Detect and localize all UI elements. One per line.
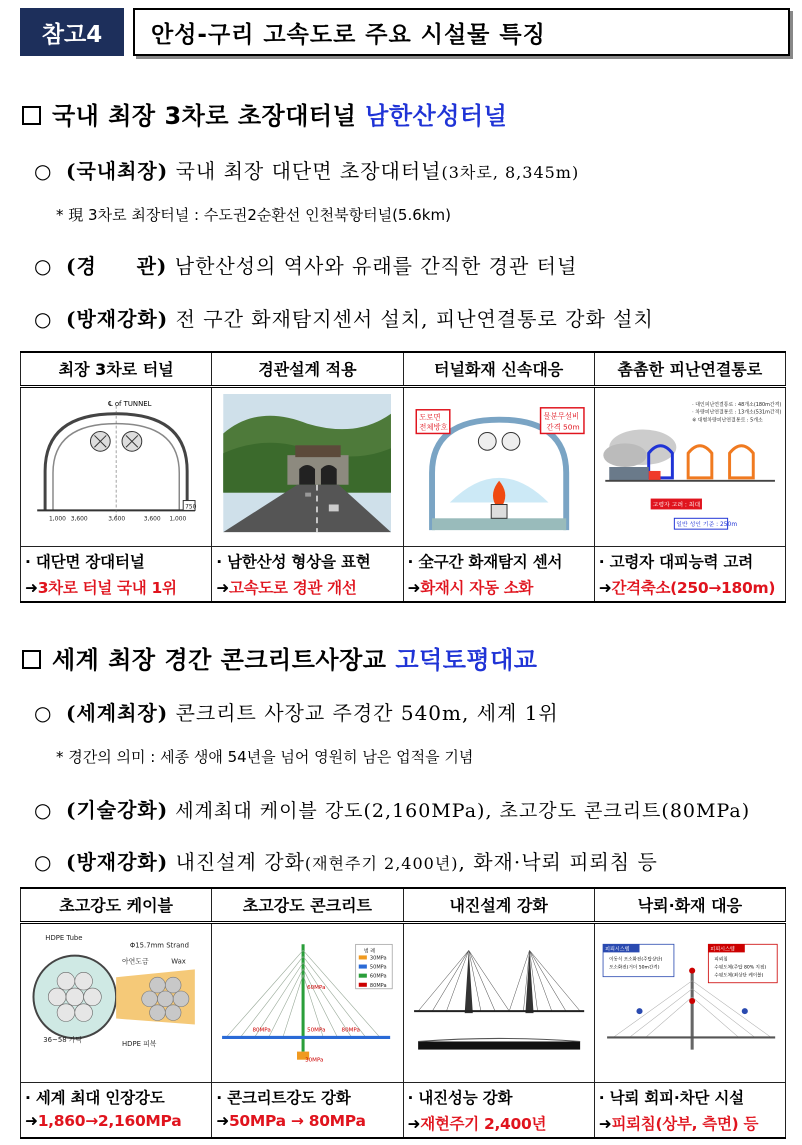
cable-label-tube: HDPE Tube (45, 933, 83, 942)
table-header: 내진설계 강화 (403, 888, 594, 922)
table-header: 촘촘한 피난연결통로 (594, 352, 785, 386)
caption-line1: · 대단면 장대터널 (25, 552, 145, 571)
concrete-label: 50MPa (307, 1026, 326, 1033)
caption-line2-text: 고속도로 경관 개선 (228, 578, 357, 597)
bullet-world-longest (34, 697, 559, 726)
concrete-legend: 30MPa (370, 954, 387, 961)
section1-title-highlight: 남한산성터널 (365, 102, 508, 130)
table-caption (21, 1082, 212, 1138)
bullet-text: 내진설계 강화 (168, 850, 305, 874)
cable-cross-section-diagram (25, 930, 207, 1052)
caption-line1: · 세계 최대 인장강도 (25, 1088, 165, 1107)
bullet-text: 세계최대 케이블 강도(2,160MPa), 초고강도 콘크리트(80MPa) (168, 800, 751, 822)
fire-label-right-2: 간격 50m (545, 422, 580, 432)
section2-title-highlight: 고덕토평대교 (395, 646, 538, 674)
cable-label-wax: Wax (171, 956, 186, 965)
seismic-bridge-diagram (408, 930, 590, 1076)
seismic-image (403, 922, 594, 1082)
tunnel-fire-diagram (408, 394, 590, 540)
section2-title-text: 세계 최장 경간 콘크리트사장교 (52, 646, 387, 674)
dim-label: 3,600 (143, 515, 161, 522)
caption-line2-text: 간격축소(250→180m) (611, 578, 776, 597)
fire-label-right: 물분무설비 (543, 411, 579, 421)
caption-line2: ➜화재시 자동 소화 (407, 578, 534, 597)
concrete-label: 80MPa (252, 1026, 272, 1033)
caption-line2-text: 1,860→2,160MPa (37, 1111, 182, 1130)
fire-label-left-2: 전체방호 (418, 422, 448, 432)
note-span-meaning: * 경간의 의미 : 세종 생애 54년을 넘어 영원히 남은 업적을 기념 (56, 748, 474, 766)
circle-bullet-icon: ○ (34, 254, 53, 278)
caption-line2-text: 3차로 터널 국내 1위 (37, 578, 177, 597)
section1-title (22, 96, 507, 131)
tunnel-evacuation-image (594, 386, 785, 546)
dim-label: 1,000 (49, 515, 66, 522)
caption-line2: ➜50MPa → 80MPa (216, 1111, 366, 1130)
bullet-disaster (34, 303, 654, 332)
section1-title-text: 국내 최장 3차로 초장대터널 (52, 102, 357, 130)
evac-legend: ※ 대형차량피난연결통로 : 5개소 (691, 417, 763, 424)
table-header: 경관설계 적용 (212, 352, 403, 386)
caption-line2-text: 화재시 자동 소화 (420, 578, 534, 597)
bullet-tech (34, 794, 750, 823)
lightning-image (594, 922, 785, 1082)
concrete-label: 80MPa (341, 1026, 361, 1033)
lightning-box1-item: 이동식 포소화전(주탑상단) (608, 956, 663, 962)
table-caption (403, 546, 594, 602)
caption-line1: · 콘크리트강도 강화 (216, 1088, 351, 1107)
cable-label-zinc: 아연도금 (122, 956, 149, 965)
caption-line1: · 남한산성 형상을 표현 (216, 552, 371, 571)
square-bullet-icon (22, 106, 41, 125)
table-caption (403, 1082, 594, 1138)
bullet-text: 콘크리트 사장교 주경간 540m, 세계 1위 (168, 701, 559, 725)
concrete-legend-title: 범 례 (364, 947, 376, 954)
table-header: 초고강도 케이블 (21, 888, 212, 922)
caption-line2-text: 재현주기 2,400년 (420, 1114, 547, 1133)
square-bullet-icon (22, 650, 41, 669)
note-current-longest: * 現 3차로 최장터널 : 수도권2순환선 인천북항터널(5.6km) (56, 206, 451, 224)
bullet-label: (경 관) (66, 254, 168, 278)
caption-line1: · 全구간 화재탐지 센서 (407, 552, 563, 571)
bullet-label: (세계최장) (66, 701, 169, 725)
circle-bullet-icon: ○ (34, 159, 53, 183)
table-caption (594, 546, 785, 602)
evac-legend: · 차량피난연결통로 : 13개소(531m간격) (691, 409, 781, 416)
reference-tag: 참고4 (20, 8, 124, 56)
page-header (20, 8, 790, 56)
lightning-box2-item: 피뢰침 (714, 956, 728, 962)
caption-line1: · 낙뢰 회피·차단 시설 (598, 1088, 744, 1107)
cable-image (21, 922, 212, 1082)
page-title: 안성-구리 고속도로 주요 시설물 특징 (133, 8, 790, 56)
caption-line2: ➜1,860→2,160MPa (25, 1111, 182, 1130)
caption-line2: ➜피뢰침(상부, 측면) 등 (598, 1114, 759, 1133)
bullet-label: (국내최장) (66, 159, 169, 183)
circle-bullet-icon: ○ (34, 798, 53, 822)
evac-tag1: 고령자 고려 : 최대 180m (652, 501, 719, 508)
evac-tag2: 일반 성인 기준 : 250m (676, 521, 737, 528)
bullet-domestic-longest (34, 155, 579, 184)
bullet-small: (3차로, 8,345m) (441, 163, 580, 182)
tunnel-entrance-render (216, 394, 398, 540)
section2-title (22, 640, 537, 675)
table-header: 낙뢰·화재 대응 (594, 888, 785, 922)
lightning-box1-item: 포소화전(거더 50m간격) (608, 965, 660, 971)
concrete-legend: 50MPa (370, 964, 387, 971)
bullet-disaster-2 (34, 846, 658, 875)
lightning-box2-item: 수평도체(최상단 케이블) (714, 973, 764, 979)
concrete-image (212, 922, 403, 1082)
circle-bullet-icon: ○ (34, 701, 53, 725)
concrete-label: 60MPa (307, 984, 326, 991)
caption-line1: · 내진성능 강화 (407, 1088, 513, 1107)
lightning-box2-title: 피뢰시스템 (710, 945, 735, 952)
lightning-box1-title: 피뢰시스템 (604, 945, 630, 952)
caption-line2: ➜3차로 터널 국내 1위 (25, 578, 177, 597)
dim-label: 1,000 (169, 515, 187, 522)
dim-label: 750 (185, 503, 197, 510)
tunnel-section-image (21, 386, 212, 546)
bullet-text-2: , 화재·낙뢰 피뢰침 등 (458, 850, 658, 874)
fire-label-left: 도로면 (418, 412, 441, 422)
evac-legend: · 대인피난연결통로 : 48개소(180m간격) (691, 401, 781, 408)
circle-bullet-icon: ○ (34, 850, 53, 874)
table-caption (212, 546, 403, 602)
bullet-text: 전 구간 화재탐지센서 설치, 피난연결통로 강화 설치 (168, 307, 654, 331)
lightning-box2-item: 수평도체(주탑 80% 지점) (714, 965, 766, 971)
caption-line1: · 고령자 대피능력 고려 (598, 552, 753, 571)
dim-label: 3,600 (108, 515, 126, 522)
bullet-text: 남한산성의 역사와 유래를 간직한 경관 터널 (167, 254, 578, 278)
tunnel-center-label: ℄ of TUNNEL (108, 399, 152, 408)
bullet-text: 국내 최장 대단면 초장대터널 (168, 159, 442, 183)
tunnel-landscape-image (212, 386, 403, 546)
table-header: 초고강도 콘크리트 (212, 888, 403, 922)
caption-line2: ➜간격축소(250→180m) (598, 578, 776, 597)
table-caption (21, 546, 212, 602)
caption-line2: ➜고속도로 경관 개선 (216, 578, 357, 597)
bridge-feature-table (20, 887, 786, 1139)
evacuation-passage-diagram (599, 394, 781, 540)
table-header: 터널화재 신속대응 (403, 352, 594, 386)
dim-label: 3,600 (70, 515, 88, 522)
cable-label-strand: Φ15.7mm Strand (129, 941, 190, 950)
concrete-label: 30MPa (305, 1057, 324, 1064)
tunnel-cross-section-diagram (25, 394, 207, 540)
table-caption (212, 1082, 403, 1138)
caption-line2: ➜재현주기 2,400년 (407, 1114, 547, 1133)
bullet-label: (방재강화) (66, 850, 169, 874)
table-caption (594, 1082, 785, 1138)
cable-count: 36~58 가닥 (43, 1035, 83, 1044)
bullet-label: (방재강화) (66, 307, 169, 331)
lightning-protection-diagram (599, 930, 781, 1076)
bullet-label: (기술강화) (66, 798, 169, 822)
concrete-legend: 80MPa (370, 982, 387, 989)
table-header: 최장 3차로 터널 (21, 352, 212, 386)
tunnel-fire-image (403, 386, 594, 546)
concrete-strength-diagram (216, 930, 398, 1076)
bullet-landscape (34, 250, 577, 279)
bullet-small: (재현주기 2,400년) (304, 854, 459, 873)
concrete-legend: 60MPa (370, 973, 387, 980)
cable-label-cover: HDPE 피복 (122, 1039, 157, 1048)
caption-line2-text: 50MPa → 80MPa (228, 1111, 366, 1130)
tunnel-feature-table (20, 351, 786, 603)
caption-line2-text: 피뢰침(상부, 측면) 등 (611, 1114, 759, 1133)
circle-bullet-icon: ○ (34, 307, 53, 331)
